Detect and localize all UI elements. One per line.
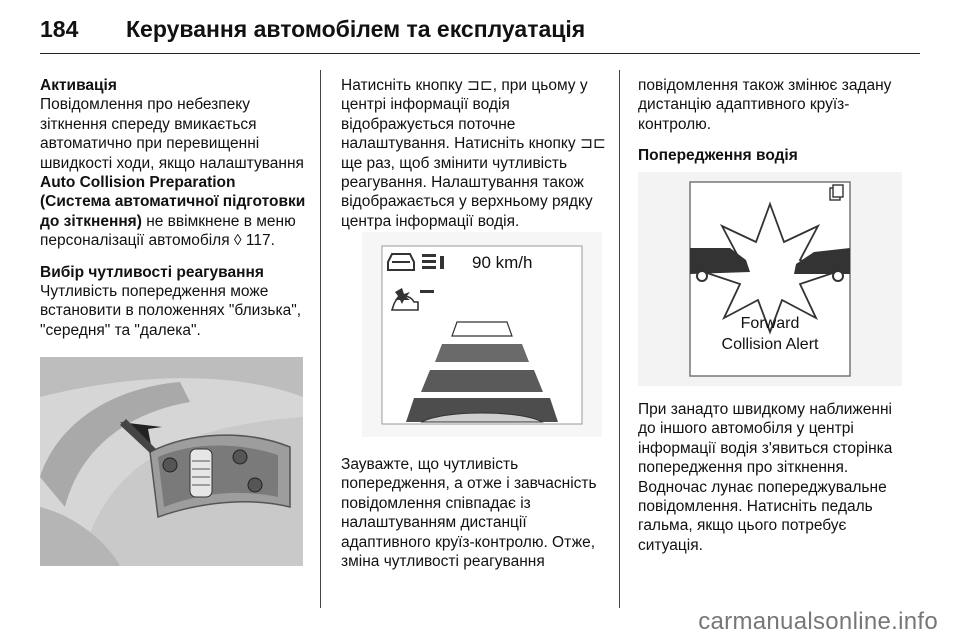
activation-bold-setting: Auto Collision Preparation (Система автоматичної підготовки до зіткнення) (40, 174, 306, 230)
set-speed-readout: 90 km/h (472, 253, 533, 272)
alert-title-line-1: Forward (740, 315, 800, 332)
forward-collision-alert-figure (638, 172, 902, 386)
activation-heading: Активація (40, 77, 117, 94)
column-divider-1 (320, 70, 321, 608)
alert-title-line-2: Collision Alert (721, 336, 819, 353)
driver-info-display-figure (362, 232, 602, 437)
column-1 (40, 76, 310, 352)
page-title: Керування автомобілем та експлуатація (126, 16, 586, 42)
sensitivity-paragraph: Чутливість попередження може встановити в положеннях "близька", "середня" та "далека". (40, 283, 302, 339)
warning-heading: Попередження водія (638, 147, 798, 165)
sensitivity-heading: Вибір чутливості реагування (40, 263, 264, 281)
column-3-lower (638, 400, 910, 567)
page-ref-number: 117. (241, 232, 275, 250)
column-2-lower (341, 455, 611, 583)
forward-collision-alert-display (638, 172, 902, 386)
watermark: carmanualsonline.info (698, 608, 938, 635)
distance-bars-icon (422, 254, 444, 269)
sensitivity-button-paragraph: Натисніть кнопку ⊐⊏, при цьому у центрі інформації водія відображується поточне налаштування. Натисніть кнопку ⊐⊏ ще раз, щоб змінити чутливість реагування. Налаштування також відображається у верхньому рядку центра інформації водія. (341, 77, 606, 230)
activation-text-2: не ввімкнене в меню персоналізації автомобіля (40, 212, 296, 250)
distance-change-paragraph: повідомлення також змінює задану дистанцію адаптивного круїз-контролю. (638, 77, 892, 133)
activation-text-1: Повідомлення про небезпеку зіткнення спереду вмикається автоматично при перевищенні швидкості ходи, якщо налаштування (40, 96, 304, 172)
column-2 (341, 76, 611, 243)
page-header (40, 12, 920, 52)
steering-wheel-figure (40, 357, 303, 566)
sensitivity-note-paragraph: Зауважте, що чутливість попередження, а отже і завчасність повідомлення співпадає із налаштуванням дистанції адаптивного круїз-контролю. Отже, зміна чутливості реагування (341, 456, 597, 571)
header-rule (40, 53, 920, 54)
column-3 (638, 76, 910, 166)
steering-wheel-illustration (40, 357, 303, 566)
activation-paragraph (40, 95, 310, 250)
driver-info-display (362, 232, 602, 437)
page-ref-arrow-icon: ◊ (233, 232, 242, 250)
page-number: 184 (40, 16, 79, 42)
column-divider-2 (619, 70, 620, 608)
warning-paragraph: При занадто швидкому наближенні до іншого автомобіля у центрі інформації водія з'явиться сторінка попередження про зіткнення. Водночас лунає попереджувальне повідомлення. Натисніть педаль гальма, якщо цього потребує ситуація. (638, 401, 893, 554)
